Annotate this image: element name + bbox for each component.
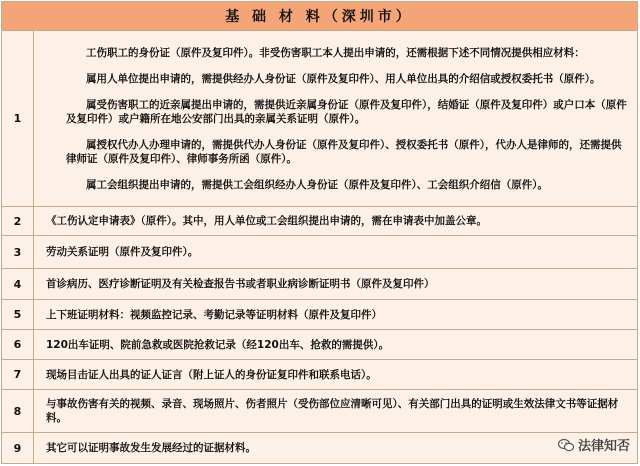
row-number: 1 xyxy=(2,31,34,206)
row-number: 3 xyxy=(2,236,34,268)
table-row xyxy=(2,207,637,236)
table-title: 基 础 材 料（深圳市） xyxy=(2,2,637,31)
row-content: 与事故伤害有关的视频、录音、现场照片、伤者照片（受伤部位应清晰可见）、有关部门出具的证明或生效法律文书等证据材料。 xyxy=(46,398,619,424)
row-paragraph: 属受伤害职工的近亲属提出申请的，需提供近亲属身份证（原件及复印件），结婚证（原件及复印件）或户口本（原件及复印件）或户籍所在地公安部门出具的亲属关系证明（原件）。 xyxy=(66,98,627,125)
row-number: 4 xyxy=(2,269,34,299)
row-content: 《工伤认定申请表》（原件）。其中，用人单位或工会组织提出申请的，需在申请表中加盖公章。 xyxy=(46,215,487,227)
table-row xyxy=(2,269,637,300)
row-content: 劳动关系证明（原件及复印件）。 xyxy=(46,246,199,258)
table-row xyxy=(2,330,637,360)
row-content: 其它可以证明事故发生发展经过的证据材料。 xyxy=(46,442,256,454)
row-paragraph: 工伤职工的身份证（原件及复印件）。非受伤害职工本人提出申请的，还需根据下述不同情况提供相应材料： xyxy=(86,46,585,59)
row-number: 8 xyxy=(2,390,34,432)
table-row xyxy=(2,300,637,330)
row-paragraph: 属工会组织提出申请的，需提供工会组织经办人身份证（原件及复印件）、工会组织介绍信（原件）。 xyxy=(86,178,548,191)
row-content: 现场目击证人出具的证人证言（附上证人的身份证复印件和联系电话）。 xyxy=(46,368,377,381)
row-content xyxy=(34,31,637,206)
wechat-icon xyxy=(558,438,574,452)
row-number: 6 xyxy=(2,330,34,359)
table-row xyxy=(2,31,637,207)
table-row xyxy=(2,360,637,390)
table-row xyxy=(2,390,637,433)
table-row xyxy=(2,433,637,463)
row-paragraph: 属用人单位提出申请的，需提供经办人身份证（原件及复印件）、用人单位出具的介绍信或授权委托书（原件）。 xyxy=(86,72,601,85)
row-number: 9 xyxy=(2,433,34,463)
row-content: 上下班证明材料：视频监控记录、考勤记录等证明材料（原件及复印件） xyxy=(46,308,382,321)
row-paragraph: 属授权代办人办理申请的，需提供代办人身份证（原件及复印件）、授权委托书（原件），代办人是律师的，还需提供律师证（原件及复印件）、律师事务所函（原件）。 xyxy=(66,138,622,165)
row-content: 120出车证明、院前急救或医院抢救记录（经120出车、抢救的需提供）。 xyxy=(46,338,390,351)
materials-table xyxy=(1,1,638,464)
row-number: 2 xyxy=(2,207,34,235)
table-row xyxy=(2,236,637,269)
row-content: 首诊病历、医疗诊断证明及有关检查报告书或者职业病诊断证明书（原件及复印件） xyxy=(46,278,435,290)
watermark xyxy=(558,435,630,454)
row-number: 7 xyxy=(2,360,34,389)
watermark-text: 法律知否 xyxy=(577,439,630,454)
row-number: 5 xyxy=(2,300,34,329)
